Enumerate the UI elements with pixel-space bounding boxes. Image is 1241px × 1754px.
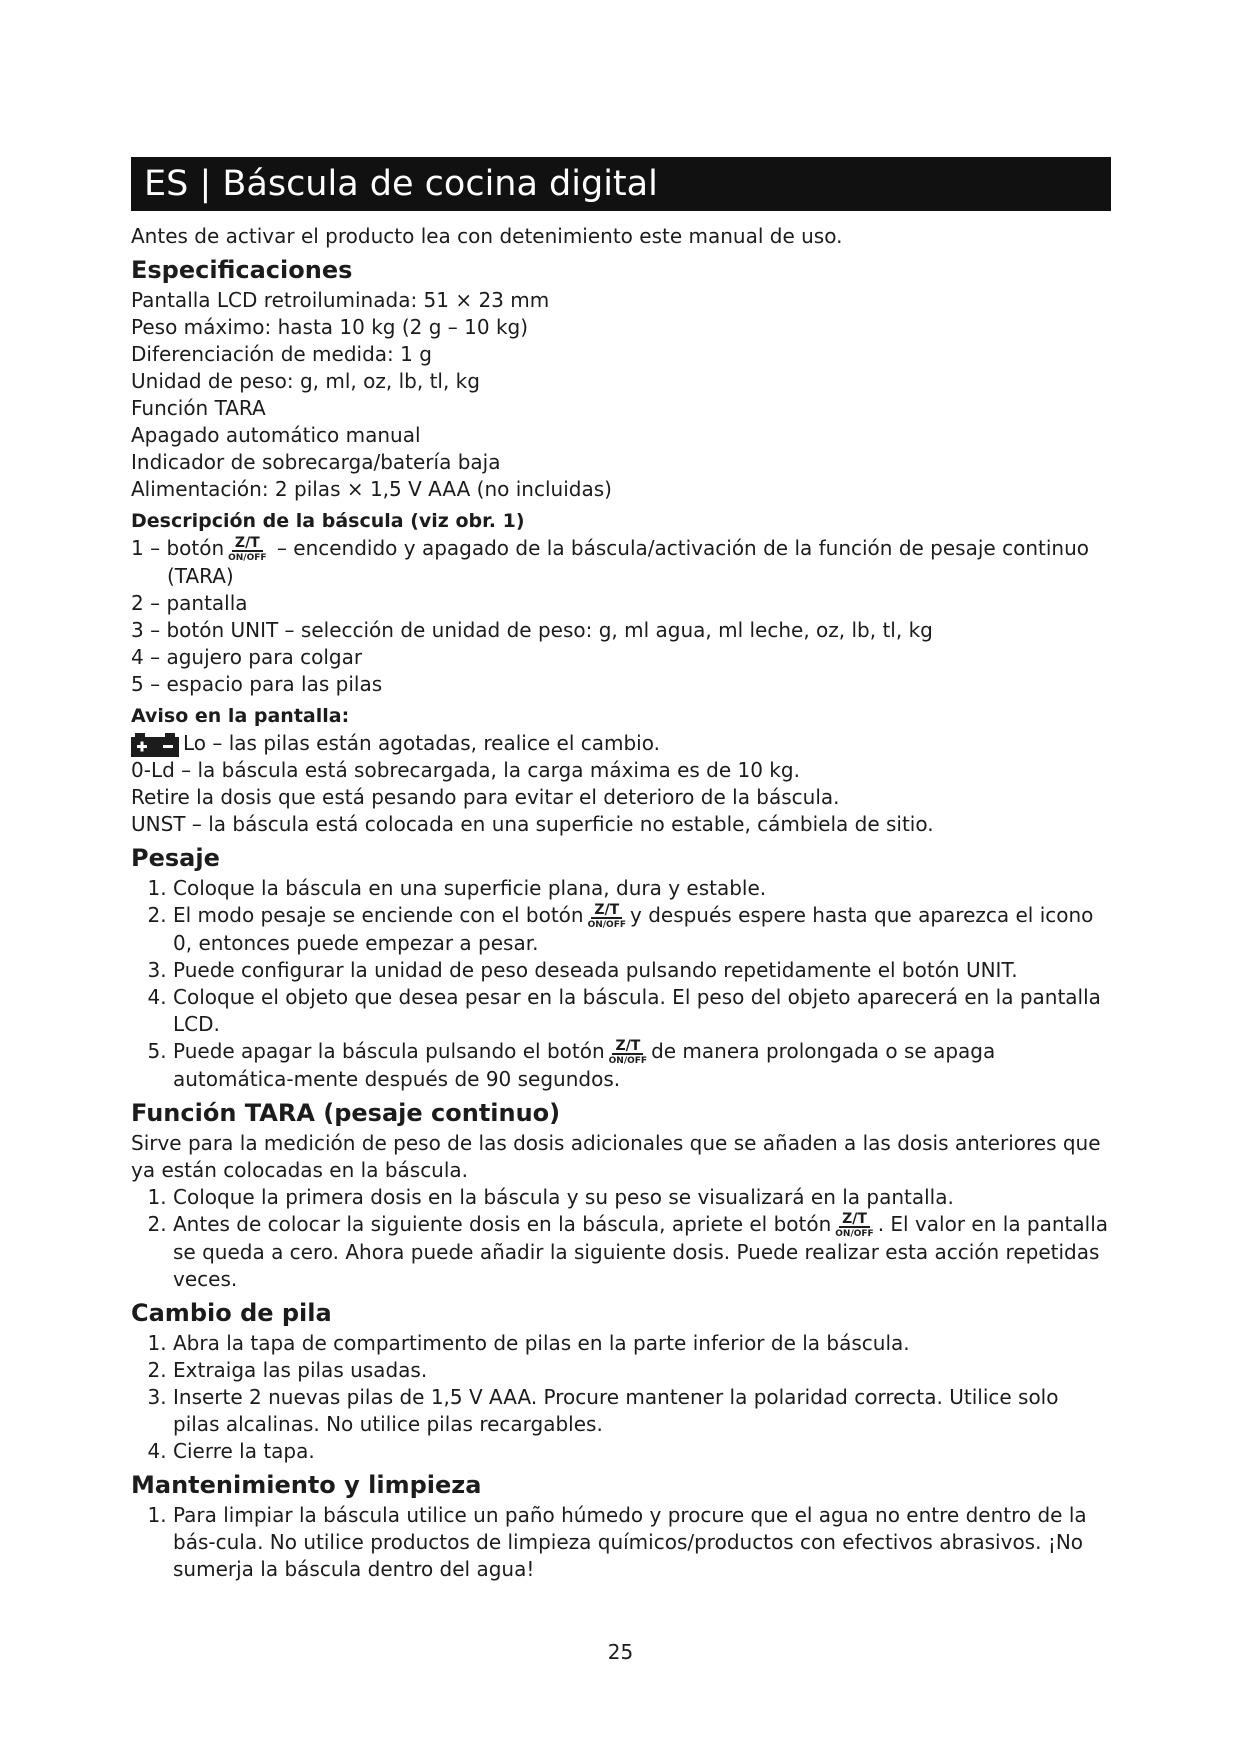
zt-onoff-button-icon: Z/T ON/OFF: [608, 1038, 648, 1066]
list-item: 1. Coloque la primera dosis en la báscula y su peso se visualizará en la pantalla.: [173, 1184, 1111, 1211]
display-notice-heading: Aviso en la pantalla:: [131, 705, 350, 727]
notice-line: Retire la dosis que está pesando para evitar el deterioro de la báscula.: [131, 785, 840, 809]
description-item: 5 – espacio para las pilas: [131, 672, 383, 696]
battery-steps: [131, 1330, 1111, 1465]
tara-intro: Sirve para la medición de peso de las dosis adicionales que se añaden a las dosis anteriores que ya están colocadas en la báscula.: [131, 1131, 1101, 1182]
tara-steps: [131, 1184, 1111, 1293]
spec-line: Diferenciación de medida: 1 g: [131, 342, 432, 366]
description-item: 3 – botón UNIT – selección de unidad de peso: g, ml agua, ml leche, oz, lb, tl, kg: [131, 618, 933, 642]
list-item: 3. Inserte 2 nuevas pilas de 1,5 V AAA. Procure mantener la polaridad correcta. Utilice solo pilas alcalinas. No utilice pilas recargables.: [173, 1384, 1111, 1438]
battery-icon: [131, 733, 179, 757]
description-item: 2 – pantalla: [131, 591, 248, 615]
description-item-1-suffix: – encendido y apagado de la báscula/activación de la función de pesaje continuo: [270, 536, 1089, 560]
document-body: [131, 223, 1111, 1583]
spec-line: Apagado automático manual: [131, 423, 421, 447]
notice-line: 0-Ld – la báscula está sobrecargada, la carga máxima es de 10 kg.: [131, 758, 800, 782]
spec-line: Unidad de peso: g, ml, oz, lb, tl, kg: [131, 369, 480, 393]
page-title: ES | Báscula de cocina digital: [131, 157, 1111, 211]
list-item: 1. Coloque la báscula en una superficie plana, dura y estable.: [173, 875, 1111, 902]
list-item: 2. El modo pesaje se enciende con el botón Z/T ON/OFF y después espere hasta que aparezca el icono 0, entonces puede empezar a pesar.: [173, 902, 1111, 957]
description-heading: Descripción de la báscula (viz obr. 1): [131, 510, 525, 532]
specs-heading: Especificaciones: [131, 256, 353, 284]
zt-onoff-button-icon: Z/T ON/OFF: [228, 535, 267, 563]
description-item-1: [131, 535, 1111, 563]
zt-onoff-button-icon: Z/T ON/OFF: [835, 1211, 874, 1239]
description-item-1-cont: (TARA): [167, 564, 234, 588]
spec-line: Peso máximo: hasta 10 kg (2 g – 10 kg): [131, 315, 529, 339]
notice-lo-text: Lo – las pilas están agotadas, realice el cambio.: [183, 731, 660, 755]
zt-onoff-button-icon: Z/T ON/OFF: [587, 902, 626, 930]
weighing-heading: Pesaje: [131, 844, 220, 872]
spec-line: Indicador de sobrecarga/batería baja: [131, 450, 501, 474]
list-item: 1. Para limpiar la báscula utilice un paño húmedo y procure que el agua no entre dentro de la bás-cula. No utilice productos de limpieza químicos/productos con efectivos abrasivos. ¡No sumerja la báscula dentro del agua!: [173, 1502, 1111, 1583]
list-item: 1. Abra la tapa de compartimento de pilas en la parte inferior de la báscula.: [173, 1330, 1111, 1357]
maintenance-steps: [131, 1502, 1111, 1583]
page-number: 25: [607, 1640, 634, 1664]
spec-line: Pantalla LCD retroiluminada: 51 × 23 mm: [131, 288, 550, 312]
battery-heading: Cambio de pila: [131, 1299, 332, 1327]
list-item: 5. Puede apagar la báscula pulsando el botón Z/T ON/OFF de manera prolongada o se apaga automática-mente después de 90 segundos.: [173, 1038, 1111, 1093]
notice-line: UNST – la báscula está colocada en una superficie no estable, cámbiela de sitio.: [131, 812, 934, 836]
description-item: 4 – agujero para colgar: [131, 645, 363, 669]
page-content: [131, 157, 1111, 1583]
intro-text: Antes de activar el producto lea con detenimiento este manual de uso.: [131, 224, 843, 248]
notice-lo-line: [131, 730, 1111, 757]
maintenance-heading: Mantenimiento y limpieza: [131, 1471, 482, 1499]
list-item: 2. Antes de colocar la siguiente dosis en la báscula, apriete el botón Z/T ON/OFF . El valor en la pantalla se queda a cero. Ahora puede añadir la siguiente dosis. Puede realizar esta acción repetidas veces.: [173, 1211, 1111, 1293]
list-item: 2. Extraiga las pilas usadas.: [173, 1357, 1111, 1384]
spec-line: Función TARA: [131, 396, 266, 420]
weighing-steps: [131, 875, 1111, 1093]
list-item: 4. Cierre la tapa.: [173, 1438, 1111, 1465]
tara-heading: Función TARA (pesaje continuo): [131, 1099, 561, 1127]
list-item: 4. Coloque el objeto que desea pesar en la báscula. El peso del objeto aparecerá en la pantalla LCD.: [173, 984, 1111, 1038]
description-item-1-prefix: 1 – botón: [131, 536, 225, 560]
list-item: 3. Puede configurar la unidad de peso deseada pulsando repetidamente el botón UNIT.: [173, 957, 1111, 984]
spec-line: Alimentación: 2 pilas × 1,5 V AAA (no incluidas): [131, 477, 612, 501]
